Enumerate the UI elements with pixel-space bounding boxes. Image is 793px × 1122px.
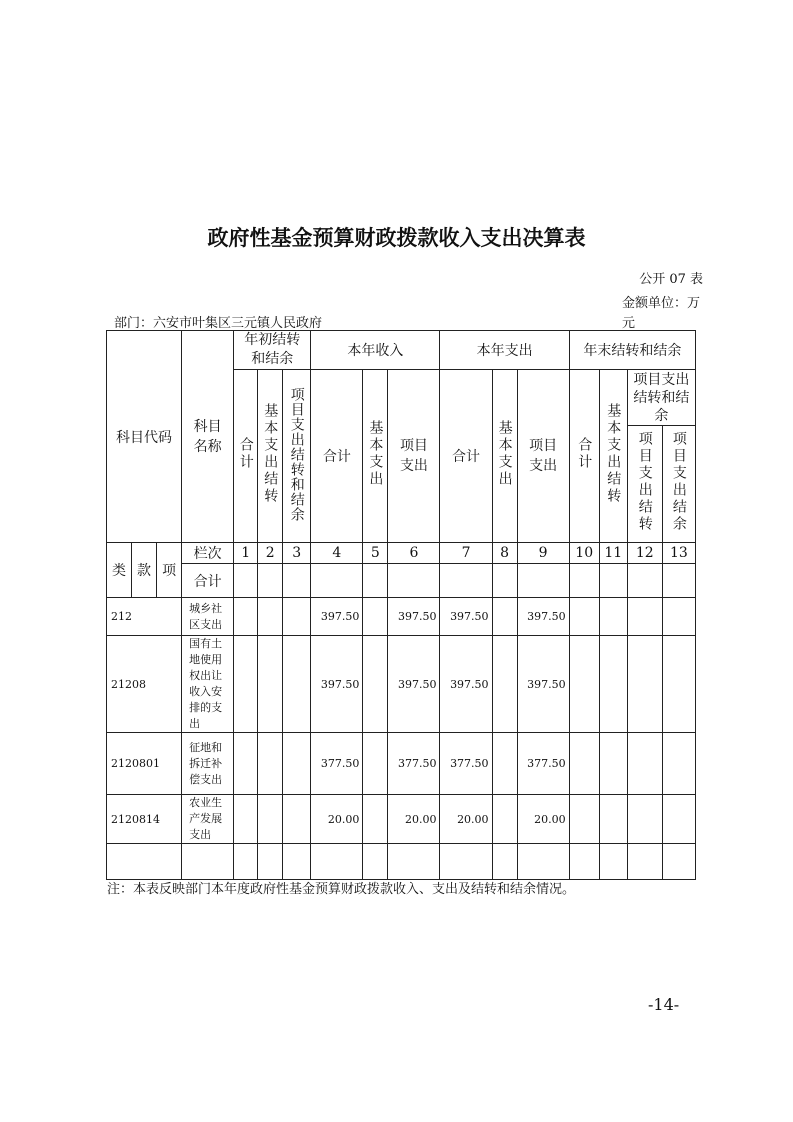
table-cell [311,844,363,880]
row-value [258,598,283,636]
row-value: 20.00 [440,795,492,844]
expense-header: 本年支出 [440,331,569,370]
page-number: -14- [648,995,680,1014]
table-row [107,844,696,880]
table-cell [258,844,283,880]
row-value [599,598,627,636]
column-number: 13 [662,543,695,564]
row-value: 377.50 [388,733,440,795]
table-cell [627,564,662,598]
xiang-header: 项 [157,543,182,598]
row-value [492,598,517,636]
table-cell [283,564,311,598]
end-balance-header: 年末结转和结余 [569,331,695,370]
department-label: 部门：六安市叶集区三元镇人民政府 [114,316,323,331]
row-value: 377.50 [311,733,363,795]
row-value: 377.50 [517,733,569,795]
table-cell [388,564,440,598]
row-value [234,733,258,795]
row-value [283,598,311,636]
column-number: 12 [627,543,662,564]
row-value [492,795,517,844]
table-cell [258,564,283,598]
row-value [234,636,258,733]
row-value [569,733,599,795]
row-value [492,636,517,733]
end-project-group-header: 项目支出结转和结余 [627,370,695,426]
end-project-surplus-header: 项目支出结余 [662,426,695,543]
expense-total-header: 合计 [440,370,492,543]
row-value [283,636,311,733]
table-cell [388,844,440,880]
row-name: 征地和拆迁补偿支出 [182,733,234,795]
table-cell [363,564,388,598]
budget-table [106,330,696,880]
column-number: 2 [258,543,283,564]
end-total-header: 合计 [569,370,599,543]
end-basic-header: 基本支出结转 [599,370,627,543]
row-value [283,733,311,795]
income-header: 本年收入 [311,331,440,370]
table-note: 注：本表反映部门本年度政府性基金预算财政拨款收入、支出及结转和结余情况。 [107,882,576,897]
table-cell [662,564,695,598]
table-cell [599,564,627,598]
row-code: 21208 [107,636,182,733]
column-number: 7 [440,543,492,564]
income-basic-header: 基本支出 [363,370,388,543]
table-cell [440,564,492,598]
column-number: 9 [517,543,569,564]
row-value: 397.50 [311,636,363,733]
subject-code-header: 科目代码 [107,331,182,543]
row-value: 397.50 [311,598,363,636]
table-cell [182,844,234,880]
row-value [363,795,388,844]
row-value [627,636,662,733]
row-value [363,733,388,795]
column-number: 3 [283,543,311,564]
table-cell [517,564,569,598]
row-value: 20.00 [311,795,363,844]
row-value [569,795,599,844]
table-cell [107,844,182,880]
column-number: 1 [234,543,258,564]
row-value [599,636,627,733]
row-value: 397.50 [440,598,492,636]
column-index-label: 栏次 [182,543,234,564]
table-row [107,636,696,733]
row-value: 397.50 [517,598,569,636]
income-project-header: 项目支出 [388,370,440,543]
row-value [234,598,258,636]
table-cell [627,844,662,880]
row-value [363,636,388,733]
row-value [599,795,627,844]
row-code: 2120814 [107,795,182,844]
begin-balance-header: 年初结转和结余 [234,331,311,370]
table-cell [517,844,569,880]
table-cell [234,844,258,880]
row-value [662,795,695,844]
row-value [569,636,599,733]
table-cell [662,844,695,880]
table-cell [492,564,517,598]
kuan-header: 款 [132,543,157,598]
row-name: 国有土地使用权出让收入安排的支出 [182,636,234,733]
row-code: 2120801 [107,733,182,795]
row-value [363,598,388,636]
unit-label: 金额单位：万元 [622,296,701,331]
row-value: 397.50 [388,598,440,636]
row-name: 城乡社区支出 [182,598,234,636]
subject-name-header: 科目名称 [182,331,234,543]
lei-header: 类 [107,543,132,598]
row-value: 397.50 [440,636,492,733]
row-value [627,598,662,636]
page-title: 政府性基金预算财政拨款收入支出决算表 [207,226,586,250]
income-total-header: 合计 [311,370,363,543]
table-cell [492,844,517,880]
table-cell [569,564,599,598]
row-value [569,598,599,636]
table-cell [440,844,492,880]
row-value [662,636,695,733]
column-number: 8 [492,543,517,564]
begin-project-header: 项目支出结转和结余 [283,370,311,543]
row-value [627,733,662,795]
row-value [258,795,283,844]
expense-basic-header: 基本支出 [492,370,517,543]
row-value [662,733,695,795]
table-row [107,598,696,636]
expense-project-header: 项目支出 [517,370,569,543]
row-value [662,598,695,636]
row-value [492,733,517,795]
begin-basic-header: 基本支出结转 [258,370,283,543]
table-cell [569,844,599,880]
row-value: 397.50 [388,636,440,733]
column-number: 6 [388,543,440,564]
table-cell [234,564,258,598]
row-name: 农业生产发展支出 [182,795,234,844]
total-row-label: 合计 [182,564,234,598]
table-cell [311,564,363,598]
table-cell [599,844,627,880]
row-value: 20.00 [517,795,569,844]
row-value: 377.50 [440,733,492,795]
row-value [599,733,627,795]
column-number: 5 [363,543,388,564]
table-cell [363,844,388,880]
column-number: 11 [599,543,627,564]
table-row [107,795,696,844]
row-value [627,795,662,844]
column-number: 4 [311,543,363,564]
row-value [283,795,311,844]
row-value: 397.50 [517,636,569,733]
begin-total-header: 合计 [234,370,258,543]
row-code: 212 [107,598,182,636]
column-number: 10 [569,543,599,564]
row-value: 20.00 [388,795,440,844]
row-value [234,795,258,844]
end-project-carry-header: 项目支出结转 [627,426,662,543]
table-row [107,733,696,795]
row-value [258,636,283,733]
row-value [258,733,283,795]
form-code: 公开 07 表 [639,272,703,287]
table-cell [283,844,311,880]
